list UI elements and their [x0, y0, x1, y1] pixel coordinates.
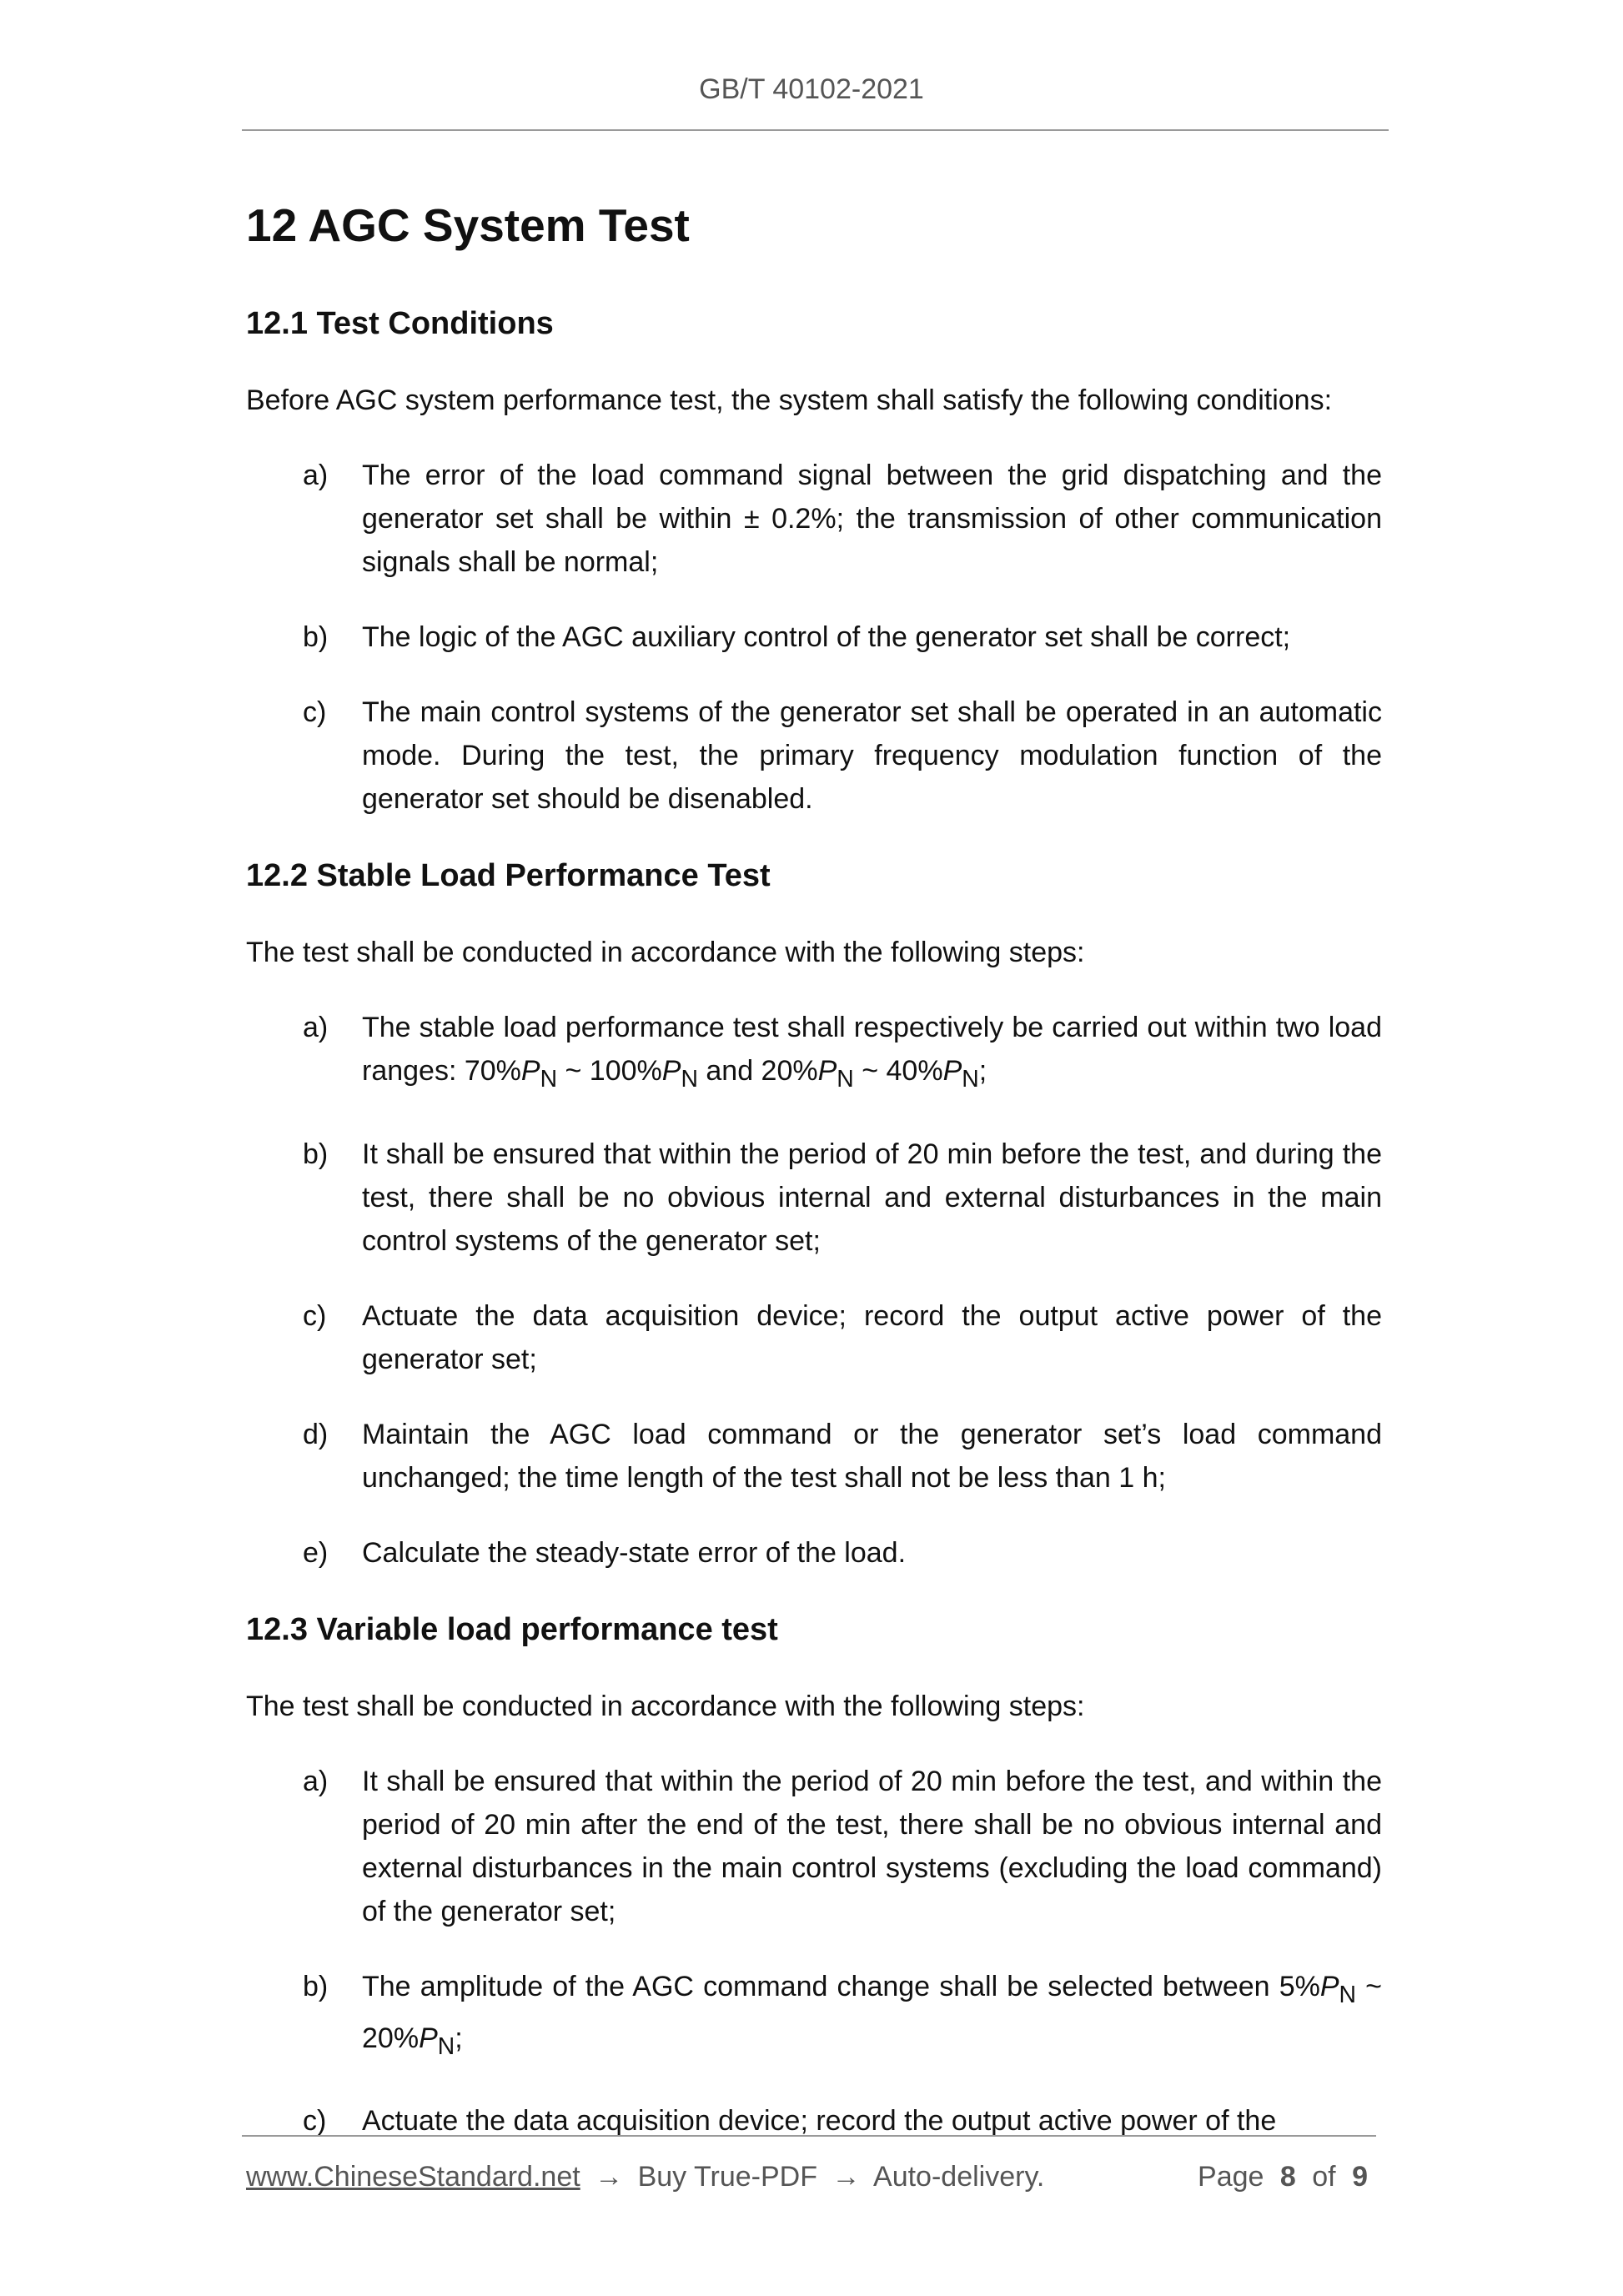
page-number — [1198, 2156, 1376, 2198]
list-item-text: The error of the load command signal between the grid dispatching and the generator set shall be within ± 0.2%; the transmission of other communication signals shall be normal; — [362, 460, 1382, 578]
list-marker: b) — [303, 1970, 329, 2002]
list-item-text: The main control systems of the generator set shall be operated in an automatic mode. During the test, the primary frequency modulation function of the generator set should be disenabled. — [362, 696, 1382, 815]
list-marker: a) — [303, 1765, 329, 1797]
list-item-text: It shall be ensured that within the period of 20 min before the test, and within the period of 20 min after the end of the test, there shall be no obvious internal and external disturbances in the main control systems (excluding the load command) of the generator set; — [362, 1765, 1382, 1927]
buy-text: Buy True-PDF — [637, 2161, 817, 2193]
list-item-text: Calculate the steady-state error of the load. — [362, 1536, 907, 1569]
list-item — [246, 1133, 1382, 1263]
condition-list — [246, 454, 1382, 821]
list-item — [246, 1760, 1382, 1933]
list-marker: d) — [303, 1418, 329, 1450]
subsection-title: 12.3 Variable load performance test — [246, 1611, 778, 1647]
arrow-right-icon: → — [595, 2161, 624, 2193]
page-header: GB/T 40102-2021 — [699, 73, 924, 105]
page-content — [246, 190, 1382, 2143]
subsection-intro: Before AGC system performance test, the system shall satisfy the following conditions: — [246, 384, 1333, 416]
list-item-text: Maintain the AGC load command or the generator set’s load command unchanged; the time length of the test shall not be less than 1 h; — [362, 1418, 1382, 1494]
subsection-12-1 — [246, 300, 1382, 821]
list-marker: c) — [303, 1299, 327, 1332]
delivery-text: Auto-delivery. — [873, 2161, 1045, 2193]
step-list — [246, 1760, 1382, 2143]
list-item-text: The stable load performance test shall respectively be carried out within two load ranges: $70\%P_N$ ~ $100\%P_N$ and $20\%P_N$ ~ $40\%P_N$; — [362, 1012, 1382, 1093]
website-link[interactable]: www.ChineseStandard.net — [246, 2161, 580, 2193]
list-marker: a) — [303, 1012, 329, 1043]
list-item-text: The logic of the AGC auxiliary control of the generator set shall be correct; — [362, 621, 1291, 653]
step-list — [246, 1006, 1382, 1575]
list-item — [246, 1965, 1382, 2068]
list-marker: a) — [303, 460, 329, 491]
list-marker: c) — [303, 2105, 327, 2138]
page-total: 9 — [1352, 2161, 1368, 2193]
section-title: 12 AGC System Test — [246, 199, 690, 251]
subsection-12-2 — [246, 852, 1382, 1575]
list-item — [246, 1413, 1382, 1500]
of-label: of — [1312, 2161, 1336, 2193]
page-footer — [246, 2156, 1380, 2198]
list-item-text: Actuate the data acquisition device; record the output active power of the — [362, 2105, 1277, 2138]
subsection-intro: The test shall be conducted in accordance with the following steps: — [246, 1690, 1085, 1722]
list-item — [246, 691, 1382, 821]
subsection-title: 12.1 Test Conditions — [246, 306, 554, 341]
list-item — [246, 1531, 1382, 1575]
list-marker: b) — [303, 621, 329, 653]
list-item — [246, 1294, 1382, 1381]
list-item — [246, 1006, 1382, 1101]
list-item — [246, 454, 1382, 584]
list-marker: b) — [303, 1138, 329, 1170]
arrow-right-icon: → — [832, 2161, 861, 2193]
list-item-text: Actuate the data acquisition device; record the output active power of the generator set; — [362, 1299, 1382, 1375]
list-marker: e) — [303, 1536, 329, 1569]
page-current: 8 — [1279, 2161, 1296, 2193]
list-item — [246, 615, 1382, 659]
list-item-text: The amplitude of the AGC command change shall be selected between $5\%P_N$ ~ $20\%P_N$; — [362, 1970, 1382, 2060]
subsection-intro: The test shall be conducted in accordance with the following steps: — [246, 937, 1085, 968]
page-label: Page — [1198, 2161, 1264, 2193]
subsection-12-3 — [246, 1606, 1382, 2143]
header-divider — [242, 129, 1389, 131]
list-item-text: It shall be ensured that within the period of 20 min before the test, and during the test, there shall be no obvious internal and external disturbances in the main control systems of the generator set; — [362, 1138, 1382, 1257]
subsection-title: 12.2 Stable Load Performance Test — [246, 858, 771, 893]
list-marker: c) — [303, 696, 327, 728]
footer-divider — [242, 2135, 1376, 2137]
